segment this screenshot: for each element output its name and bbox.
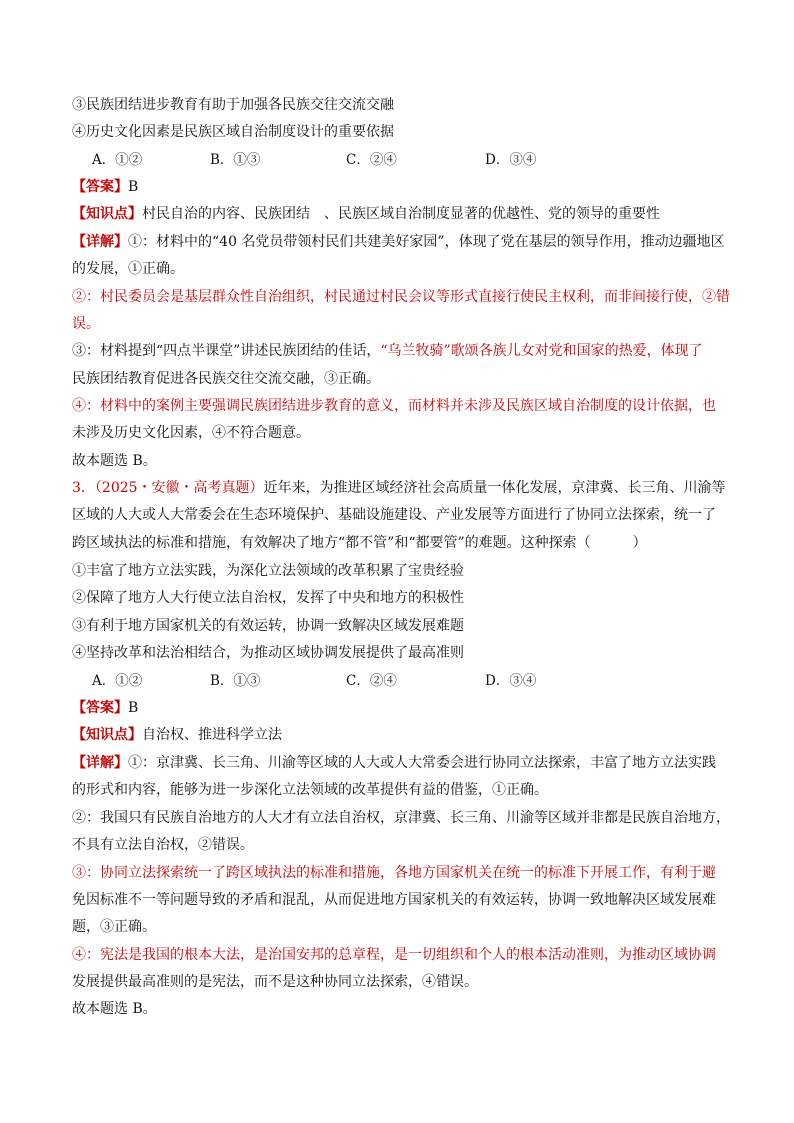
q2-option-a: A．①②: [92, 152, 143, 168]
knowledge-point-text: 自治权、推进科学立法: [142, 727, 282, 743]
q2-choice-4: ④历史文化因素是民族区域自治制度设计的重要依据: [72, 124, 394, 140]
q2-answer: [72, 178, 138, 196]
q2-detail-3a: [72, 342, 703, 360]
q3-option-b: B．①③: [210, 673, 261, 689]
q3-detail-1b: 的形式和内容，能够为进一步深化立法领域的改革提供有益的借鉴，①正确。: [72, 782, 548, 798]
knowledge-point-tag: 【知识点】: [72, 727, 142, 743]
q3-stem-1: [72, 479, 726, 497]
detail-text: ①：材料中的“40 名党员带领村民们共建美好家园”，体现了党在基层的领导作用，推动边疆地区: [128, 234, 725, 250]
q2-detail-4b: 未涉及历史文化因素，④不符合题意。: [72, 425, 310, 441]
q3-answer: [72, 699, 138, 717]
q2-conclusion: 故本题选 B。: [72, 453, 157, 469]
q3-knowledge-points: [72, 726, 282, 744]
q3-option-d: D．③④: [485, 673, 537, 689]
q3-detail-2b: 不具有立法自治权，②错误。: [72, 837, 254, 853]
q3-detail-3b: 免因标准不一等问题导致的矛盾和混乱，从而促进地方国家机关的有效运转，协调一致地解决区域发展难: [72, 892, 716, 908]
q3-stem-text: 近年来，为推进区域经济社会高质量一体化发展，京津冀、长三角、川渝等: [263, 480, 726, 496]
q3-detail-4a: ④：宪法是我国的根本大法，是治国安邦的总章程，是一切组织和个人的根本活动准则，为推动区域协调: [72, 947, 716, 963]
q3-detail-3c: 题，③正确。: [72, 919, 156, 935]
detail-tag: 【详解】: [72, 755, 128, 771]
q2-choice-3: ③民族团结进步教育有助于加强各民族交往交流交融: [72, 97, 394, 113]
q2-detail-1a: [72, 233, 725, 251]
knowledge-point-text: 村民自治的内容、民族团结 、民族区域自治制度显著的优越性、党的领导的重要性: [142, 206, 660, 222]
q3-detail-4b: 发展提供最高准则的是宪法，而不是这种协同立法探索，④错误。: [72, 974, 478, 990]
detail-3a-red-text: “乌兰牧骑”歌颂各族儿女对党和国家的热爱，体现了: [380, 343, 703, 359]
q3-source: 3．（2025・安徽・高考真题）: [72, 480, 264, 496]
q3-option-a: A．①②: [92, 673, 143, 689]
q2-detail-1b: 的发展，①正确。: [72, 261, 184, 277]
q3-detail-3a: ③：协同立法探索统一了跨区域执法的标准和措施，各地方国家机关在统一的标准下开展工作，有利于避: [72, 865, 716, 881]
q2-knowledge-points: [72, 205, 660, 223]
q2-detail-3b: 民族团结教育促进各民族交往交流交融，③正确。: [72, 371, 380, 387]
detail-tag: 【详解】: [72, 234, 128, 250]
q3-choice-3: ③有利于地方国家机关的有效运转，协调一致解决区域发展难题: [72, 618, 464, 634]
q3-stem-3: 跨区域执法的标准和措施，有效解决了地方“都不管”和“都要管”的难题。这种探索（ ）: [72, 535, 647, 551]
q2-option-c: C．②④: [346, 152, 397, 168]
q3-detail-1a: [72, 754, 716, 772]
q3-option-c: C．②④: [346, 673, 397, 689]
detail-text: ①：京津冀、长三角、川渝等区域的人大或人大常委会进行协同立法探索，丰富了地方立法实践: [128, 755, 716, 771]
knowledge-point-tag: 【知识点】: [72, 206, 142, 222]
answer-tag: 【答案】: [72, 179, 128, 195]
answer-value: B: [128, 700, 139, 716]
q2-detail-2b: 误。: [72, 316, 100, 332]
q2-option-b: B．①③: [210, 152, 261, 168]
answer-value: B: [128, 179, 139, 195]
q3-choice-2: ②保障了地方人大行使立法自治权，发挥了中央和地方的积极性: [72, 590, 464, 606]
q3-stem-2: 区域的人大或人大常委会在生态环境保护、基础设施建设、产业发展等方面进行了协同立法探索，统一了: [72, 507, 716, 523]
q2-detail-2a: ②：村民委员会是基层群众性自治组织，村民通过村民会议等形式直接行使民主权利，而非间接行使，②错: [72, 289, 730, 305]
q3-choice-1: ①丰富了地方立法实践，为深化立法领域的改革积累了宝贵经验: [72, 563, 464, 579]
q2-option-d: D．③④: [485, 152, 537, 168]
q3-conclusion: 故本题选 B。: [72, 1001, 157, 1017]
q3-choice-4: ④坚持改革和法治相结合，为推动区域协调发展提供了最高准则: [72, 645, 464, 661]
q2-detail-4a: ④：材料中的案例主要强调民族团结进步教育的意义，而材料并未涉及民族区域自治制度的设计依据，也: [72, 398, 716, 414]
detail-3a-text: ③：材料提到“四点半课堂”讲述民族团结的佳话，: [72, 343, 381, 359]
q3-detail-2a: ②：我国只有民族自治地方的人大才有立法自治权，京津冀、长三角、川渝等区域并非都是民族自治地方，: [72, 810, 730, 826]
answer-tag: 【答案】: [72, 700, 128, 716]
